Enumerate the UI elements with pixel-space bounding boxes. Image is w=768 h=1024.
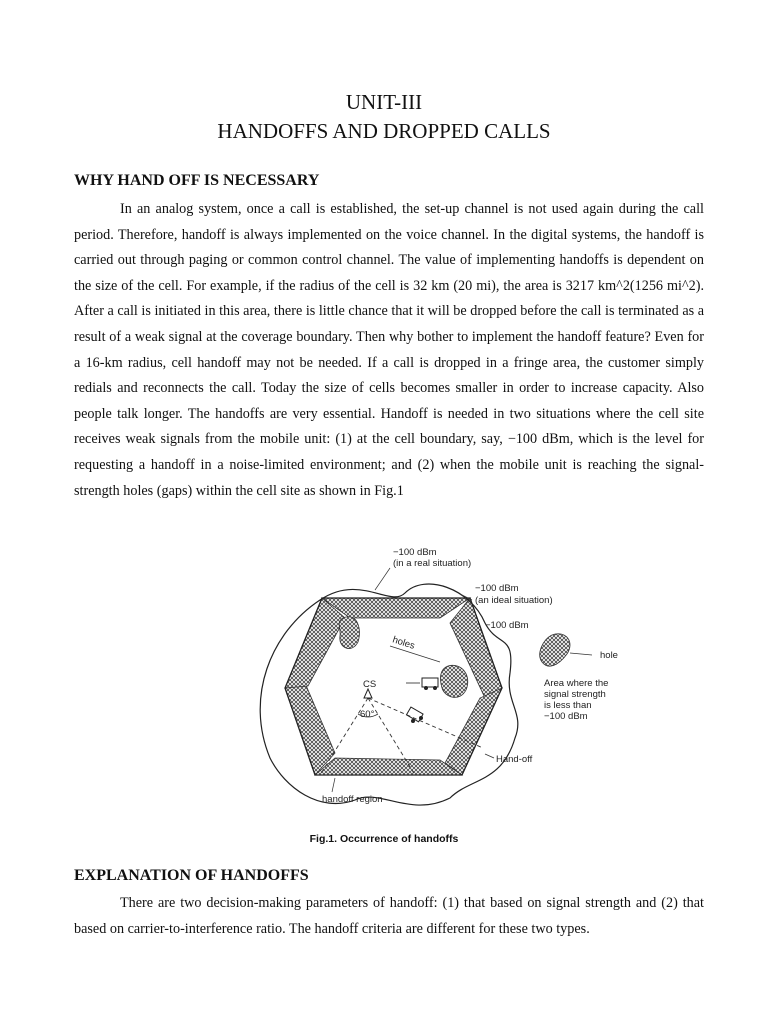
section-heading-explanation: EXPLANATION OF HANDOFFS	[74, 867, 309, 884]
handoff-figure	[240, 538, 618, 813]
label-area-1: Area where the	[544, 678, 609, 689]
signal-hole	[440, 665, 467, 697]
chapter-title: HANDOFFS AND DROPPED CALLS	[217, 119, 551, 143]
paragraph-explanation: There are two decision-making parameters of handoff: (1) that based on signal strength and (2) that based on carrier-to-interference ratio. The handoff criteria are different for these two types.	[74, 895, 704, 937]
label-real-situation: (in a real situation)	[393, 558, 472, 569]
label-angle: 60°	[360, 709, 375, 720]
mobile-unit-icon	[406, 678, 438, 690]
label-hole: hole	[600, 650, 618, 661]
label-handoff-region: handoff region	[322, 794, 383, 805]
label-right-dbm: −100 dBm	[485, 620, 529, 631]
handoff-region-shading	[285, 598, 502, 775]
unit-title: UNIT-III	[345, 90, 423, 114]
label-handoff: Hand-off	[496, 754, 533, 765]
cell-site-icon	[364, 689, 372, 698]
label-real-dbm: −100 dBm	[393, 547, 437, 558]
label-area-2: signal strength	[544, 689, 606, 700]
label-holes: holes	[391, 634, 417, 652]
label-cs: CS	[363, 679, 377, 690]
figure-caption: Fig.1. Occurrence of handoffs	[309, 833, 459, 845]
section-heading-why-handoff: WHY HAND OFF IS NECESSARY	[74, 172, 320, 189]
label-area-4: −100 dBm	[544, 711, 588, 722]
hole-legend-shape	[540, 634, 570, 666]
label-ideal-situation: (an ideal situation)	[475, 595, 553, 606]
label-ideal-dbm: −100 dBm	[475, 583, 519, 594]
label-area-3: is less than	[544, 700, 592, 711]
signal-hole	[339, 617, 359, 649]
paragraph-why-handoff: In an analog system, once a call is established, the set-up channel is not used again during the call period. Therefore, handoff is always implemented on the voice channel. In the digital systems, the handoff is carried out through paging or common control channel. The value of implementing handoffs is dependent on the size of the cell. For example, if the radius of the cell is 32 km (20 mi), the area is 3217 km^2(1256 mi^2). After a call is initiated in this area, there is little chance that it will be dropped before the call is terminated as a result of a weak signal at the coverage boundary. Then why bother to implement the handoff feature? Even for a 16-km radius, cell handoff may not be needed. If a call is dropped in a fringe area, the customer simply redials and reconnects the call. Today the size of cells becomes smaller in order to increase capacity. Also people talk longer. The handoffs are very essential. Handoff is needed in two situations where the cell site receives weak signals from the mobile unit: (1) at the cell boundary, say, −100 dBm, which is the level for requesting a handoff in a noise-limited environment; and (2) when the mobile unit is reaching the signal-strength holes (gaps) within the cell site as shown in Fig.1	[74, 201, 704, 499]
